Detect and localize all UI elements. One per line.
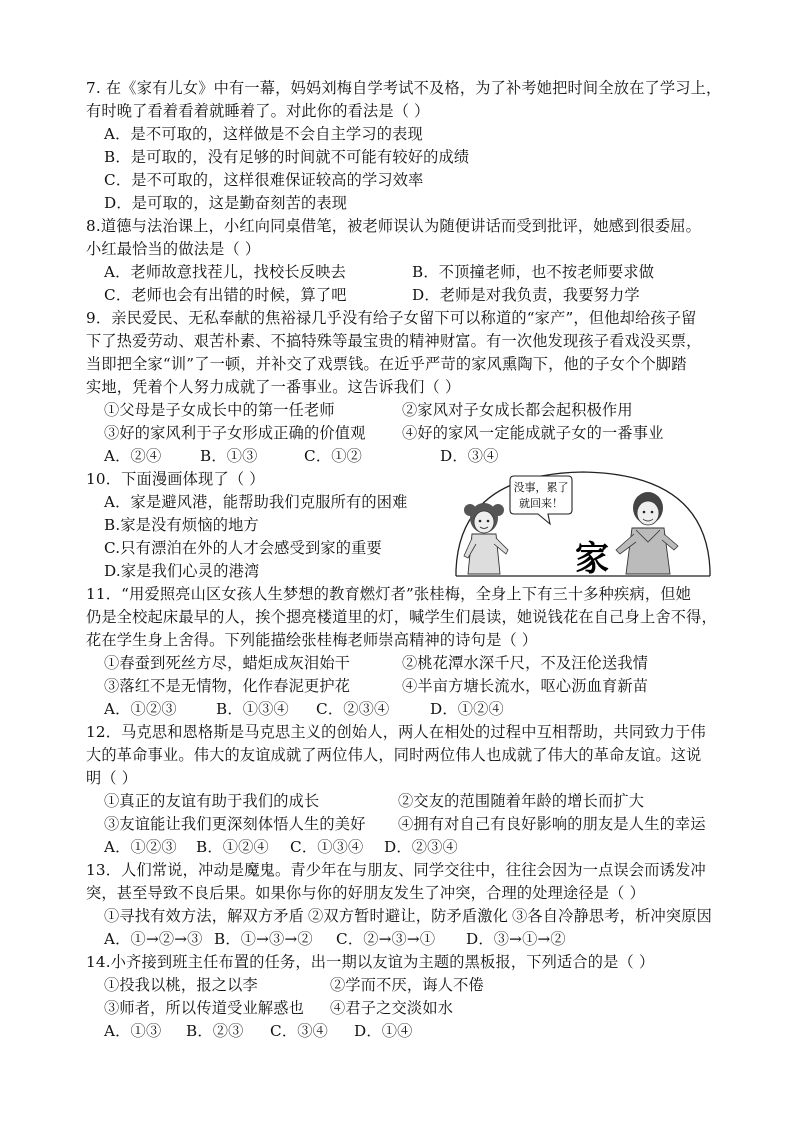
q7-option-d: D．是可取的，这是勤奋刻苦的表现 [104, 194, 348, 212]
q13-option-c: C．②→③→① [336, 930, 436, 948]
q9-statement-1: ①父母是子女成长中的第一任老师 [104, 401, 335, 419]
q10-option-c: C.只有漂泊在外的人才会感受到家的重要 [104, 539, 382, 557]
q14-stem: 14.小齐接到班主任布置的任务，出一期以友谊为主题的黑板报，下列适合的是（ ） [86, 953, 655, 971]
q9-option-a: A．②④ [104, 447, 162, 465]
q8-option-d: D．老师是对我负责，我要努力学 [412, 286, 640, 304]
q13-option-b: B．①→③→② [214, 930, 313, 948]
q10-stem: 10．下面漫画体现了（ ） [86, 470, 265, 488]
q14-statement-4: ④君子之交淡如水 [330, 999, 454, 1017]
q13-option-a: A．①→②→③ [104, 930, 203, 948]
q9-option-c: C．①② [304, 447, 362, 465]
home-cartoon [452, 466, 714, 578]
q11-statement-2: ②桃花潭水深千尺，不及汪伦送我情 [402, 654, 649, 672]
q8-option-b: B．不顶撞老师，也不按老师要求做 [412, 263, 655, 281]
q11-option-c: C．②③④ [316, 700, 390, 718]
q12-stem-line-2: 大的革命事业。伟大的友谊成就了两位伟人，同时两位伟人也成就了伟大的革命友谊。这说 [86, 746, 702, 764]
q12-stem-line-1: 12．马克思和恩格斯是马克思主义的创始人，两人在相处的过程中互相帮助，共同致力于伟 [86, 723, 706, 741]
q9-option-b: B．①③ [200, 447, 258, 465]
girl-figure [464, 503, 508, 574]
q8-option-a: A．老师故意找茬儿，找校长反映去 [104, 263, 346, 281]
q12-option-a: A．①②③ [104, 838, 177, 856]
speech-text-line-1: 没事，累了 [513, 481, 569, 494]
q11-stem-line-1: 11．“用爱照亮山区女孩人生梦想的教育燃灯者”张桂梅，全身上下有三十多种疾病，但她 [86, 585, 691, 603]
q11-stem-line-2: 仍是全校起床最早的人，挨个摁亮楼道里的灯，喊学生们晨读，她说钱花在自己身上舍不得， [86, 608, 717, 626]
q12-statement-3: ③友谊能让我们更深刻体悟人生的美好 [104, 815, 366, 833]
q12-statement-1: ①真正的友谊有助于我们的成长 [104, 792, 320, 810]
q11-stem-line-3: 花在学生身上舍得。下列能描绘张桂梅老师崇高精神的诗句是（ ） [86, 631, 538, 649]
q12-statement-2: ②交友的范围随着年龄的增长而扩大 [398, 792, 645, 810]
q9-stem-line-1: 9．亲民爱民、无私奉献的焦裕禄几乎没有给子女留下可以称道的“家产”，但他却给孩子留 [86, 309, 697, 327]
q12-option-b: B．①②④ [196, 838, 269, 856]
q10-option-a: A．家是避风港，能帮助我们克服所有的困难 [104, 493, 408, 511]
q8-stem-line-2: 小红最恰当的做法是（ ） [86, 240, 261, 258]
q11-option-d: D．①②④ [430, 700, 504, 718]
q14-option-a: A．①③ [104, 1022, 162, 1040]
q7-stem-line-2: 有时晚了看着看着就睡着了。对此你的看法是（ ） [86, 102, 430, 120]
mother-figure [616, 492, 678, 574]
home-character: 家 [575, 539, 609, 578]
q13-stem-line-2: 突，甚至导致不良后果。如果你与你的好朋友发生了冲突，合理的处理途径是（ ） [86, 884, 645, 902]
q8-stem-line-1: 8.道德与法治课上，小红向同桌借笔，被老师误认为随便讲话而受到批评，她感到很委屈。 [86, 217, 702, 235]
q9-statement-2: ②家风对子女成长都会起积极作用 [402, 401, 633, 419]
q7-stem-line-1: 7. 在《家有儿女》中有一幕，妈妈刘梅自学考试不及格，为了补考她把时间全放在了学习上， [86, 79, 722, 97]
q12-option-d: D．②③④ [384, 838, 458, 856]
q9-stem-line-4: 实地，凭着个人努力成就了一番事业。这告诉我们（ ） [86, 378, 461, 396]
q11-statement-1: ①春蚕到死丝方尽，蜡炬成灰泪始干 [104, 654, 351, 672]
q9-option-d: D．③④ [440, 447, 499, 465]
q11-statement-3: ③落红不是无情物，化作春泥更护花 [104, 677, 351, 695]
q9-stem-line-3: 当即把全家“训”了一顿，并补交了戏票钱。在近乎严苛的家风熏陶下，他的子女个个脚踏 [86, 355, 687, 373]
q7-option-c: C．是不可取的，这样很难保证较高的学习效率 [104, 171, 424, 189]
q14-option-c: C．③④ [270, 1022, 328, 1040]
q11-option-a: A．①②③ [104, 700, 177, 718]
q11-statement-4: ④半亩方塘长流水，呕心沥血育新苗 [402, 677, 649, 695]
q12-statement-4: ④拥有对自己有良好影响的朋友是人生的幸运 [398, 815, 706, 833]
q9-stem-line-2: 下了热爱劳动、艰苦朴素、不搞特殊等最宝贵的精神财富。有一次他发现孩子看戏没买票， [86, 332, 702, 350]
q10-option-b: B.家是没有烦恼的地方 [104, 516, 259, 534]
q12-stem-line-3: 明（ ） [86, 769, 138, 787]
q8-option-c: C．老师也会有出错的时候，算了吧 [104, 286, 347, 304]
q9-statement-3: ③好的家风利于子女形成正确的价值观 [104, 424, 366, 442]
speech-text-line-2: 就回来！ [519, 497, 563, 510]
q14-statement-3: ③师者，所以传道受业解惑也 [104, 999, 305, 1017]
q7-option-b: B．是可取的，没有足够的时间就不可能有较好的成绩 [104, 148, 470, 166]
q7-option-a: A．是不可取的，这样做是不会自主学习的表现 [104, 125, 423, 143]
q13-option-d: D．③→①→② [466, 930, 566, 948]
q14-option-d: D．①④ [354, 1022, 413, 1040]
q9-statement-4: ④好的家风一定能成就子女的一番事业 [402, 424, 664, 442]
q13-statement-3: ③各自冷静思考，析冲突原因 [512, 907, 713, 925]
q14-statement-1: ①投我以桃，报之以李 [104, 976, 258, 994]
q14-statement-2: ②学而不厌，诲人不倦 [330, 976, 484, 994]
q13-statement-1: ①寻找有效方法，解双方矛盾 [104, 907, 305, 925]
q10-option-d: D.家是我们心灵的港湾 [104, 562, 260, 580]
q13-stem-line-1: 13．人们常说，冲动是魔鬼。青少年在与朋友、同学交往中，往往会因为一点误会而诱发冲 [86, 861, 706, 879]
q11-option-b: B．①③④ [216, 700, 289, 718]
q14-option-b: B．②③ [186, 1022, 244, 1040]
q13-statement-2: ②双方暂时避让，防矛盾激化 [308, 907, 509, 925]
q12-option-c: C．①③④ [290, 838, 364, 856]
